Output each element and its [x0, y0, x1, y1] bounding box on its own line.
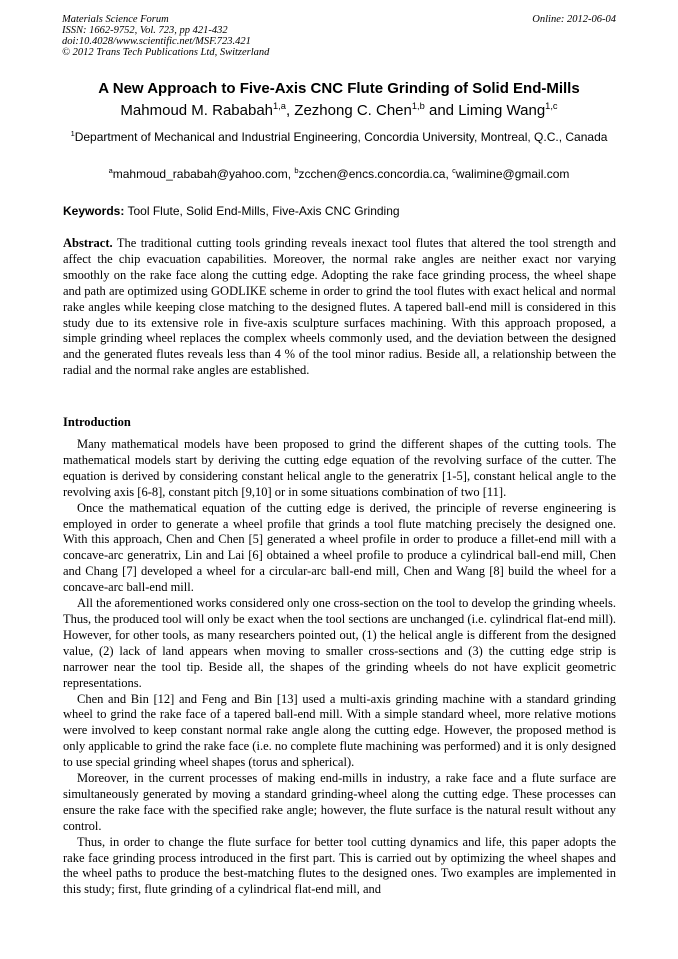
issn-line: ISSN: 1662-9752, Vol. 723, pp 421-432	[62, 25, 228, 36]
paper-title: A New Approach to Five-Axis CNC Flute Grinding of Solid End-Mills	[98, 80, 580, 97]
abstract-text: The traditional cutting tools grinding reveals inexact tool flutes that altered the tool strength and affect the chip evacuation capabilities. Moreover, the normal rake angles are neither exact nor varying smoothly on the rake face along the cutting edge. Adopting the rake face grinding process, the wheel shape and path are optimized using GODLIKE scheme in order to grind the tool flutes with exact helical and normal rake angles while keeping close matching to the designed flutes. A tapered ball-end mill is considered in this study due to its extensive role in five-axis sculpture surfaces machining. With this approach proposed, a simple grinding wheel replaces the complex wheels commonly used, and the deviation between the designed and the generated flutes reveals less than 4 % of the tool minor radius. Beside all, a relationship between the radial and the normal rake angles are established.	[63, 236, 616, 378]
email-list: $^a$mahmoud_rababah@yahoo.com, $^b$zcchen@encs.concordia.ca, $^c$walimine@gmail.com	[108, 166, 570, 181]
paragraph: Thus, in order to change the flute surface for better tool cutting dynamics and life, this paper adopts the rake face grinding process introduced in the first part. This is carried out by optimizing the wheel shapes and the wheel paths to produce the best-matching flutes to the designed ones. Two examples are implemented in this study; first, flute grinding of a cylindrical flat-end mill, and	[63, 834, 616, 897]
keywords-label: Keywords:	[63, 204, 125, 218]
keywords	[63, 204, 616, 219]
author-and: and	[424, 102, 459, 119]
online-date: Online: 2012-06-04	[532, 14, 616, 25]
author-sup: 1,a	[273, 101, 286, 111]
abstract	[63, 236, 616, 379]
author-list	[40, 102, 638, 120]
abstract-label: Abstract.	[63, 236, 113, 250]
author-name: Liming Wang	[458, 102, 546, 119]
doi-line: doi:10.4028/www.scientific.net/MSF.723.421	[62, 36, 251, 47]
paragraph: Once the mathematical equation of the cutting edge is derived, the principle of reverse engineering is employed in order to generate a wheel profile that grinds a tool flute matching precisely the designed one. With this approach, Chen and Chen [5] generated a wheel profile in order to produce a fillet-end mill with a concave-arc generatrix, Lin and Lai [6] obtained a wheel profile to produce a cylindrical ball-end mill, Chen and Chang [7] developed a wheel for a circular-arc ball-end mill, Chen and Wang [8] build the wheel for a concave-arc ball-end mill.	[63, 500, 616, 595]
author-name: Mahmoud M. Rababah	[120, 102, 274, 119]
email-address: mahmoud_rababah@yahoo.com	[112, 167, 288, 181]
paragraph: Chen and Bin [12] and Feng and Bin [13] used a multi-axis grinding machine with a standard grinding wheel to grind the rake face of a tapered ball-end mill. With a simple standard wheel, more relative motions were involved to keep constant normal rake angle along the cutting edge. However, the proposed method is only applicable to grind the rake face (i.e. no complete flute machining was performed) and it is only designed to use special grinding wheel shapes (torus and spherical).	[63, 691, 616, 770]
author-sup: 1,b	[411, 101, 425, 111]
running-header	[62, 14, 616, 58]
affiliation-sup: 1	[70, 129, 75, 138]
email-sup: c	[452, 166, 456, 175]
section-heading: Introduction	[63, 415, 131, 429]
author-name: Zezhong C. Chen	[294, 102, 412, 119]
paragraph: Many mathematical models have been proposed to grind the different shapes of the cutting tools. The mathematical models start by deriving the cutting edge equation of the revolving surface of the cutter. The equation is derived by considering constant helical angle to the generatrix [1-5], constant helical angle to the revolving axis [6-8], constant pitch [9,10] or in some situations combination of two [11].	[63, 437, 616, 499]
paragraph: Moreover, in the current processes of making end-mills in industry, a rake face and a flute surface are simultaneously generated by moving a standard grinding-wheel along the cutting edge. These processes can ensure the rake face with the specified rake angle; however, the flute surface is the natural result without any control.	[63, 771, 616, 833]
author-separator: ,	[285, 102, 295, 119]
affiliation	[70, 130, 608, 145]
email-address: zcchen@encs.concordia.ca	[298, 167, 446, 181]
author-sup: 1,c	[545, 101, 558, 111]
introduction-body	[63, 437, 616, 898]
email-sup: b	[294, 166, 299, 175]
journal-name: Materials Science Forum	[62, 14, 169, 25]
affiliation-text: Department of Mechanical and Industrial Engineering, Concordia University, Montreal, Q.C., Canada	[74, 130, 608, 144]
copyright-line: © 2012 Trans Tech Publications Ltd, Switzerland	[62, 47, 270, 58]
email-sup: a	[108, 166, 113, 175]
paragraph: All the aforementioned works considered only one cross-section on the tool to develop the grinding wheels. Thus, the produced tool will only be exact when the tool sections are unchanged (i.e. cylindrical flat-end mill). However, for other tools, as many researchers pointed out, (1) the helical angle is different from the designed value, (2) lack of land appears when moving to smaller cross-sections and (3) the cutting edge strip is narrower near the tool tip. Beside all, the shapes of the grinding wheels do not have explicit geometric representations.	[63, 596, 616, 690]
keywords-text: Tool Flute, Solid End-Mills, Five-Axis CNC Grinding	[124, 204, 400, 218]
email-address: walimine@gmail.com	[455, 167, 570, 181]
